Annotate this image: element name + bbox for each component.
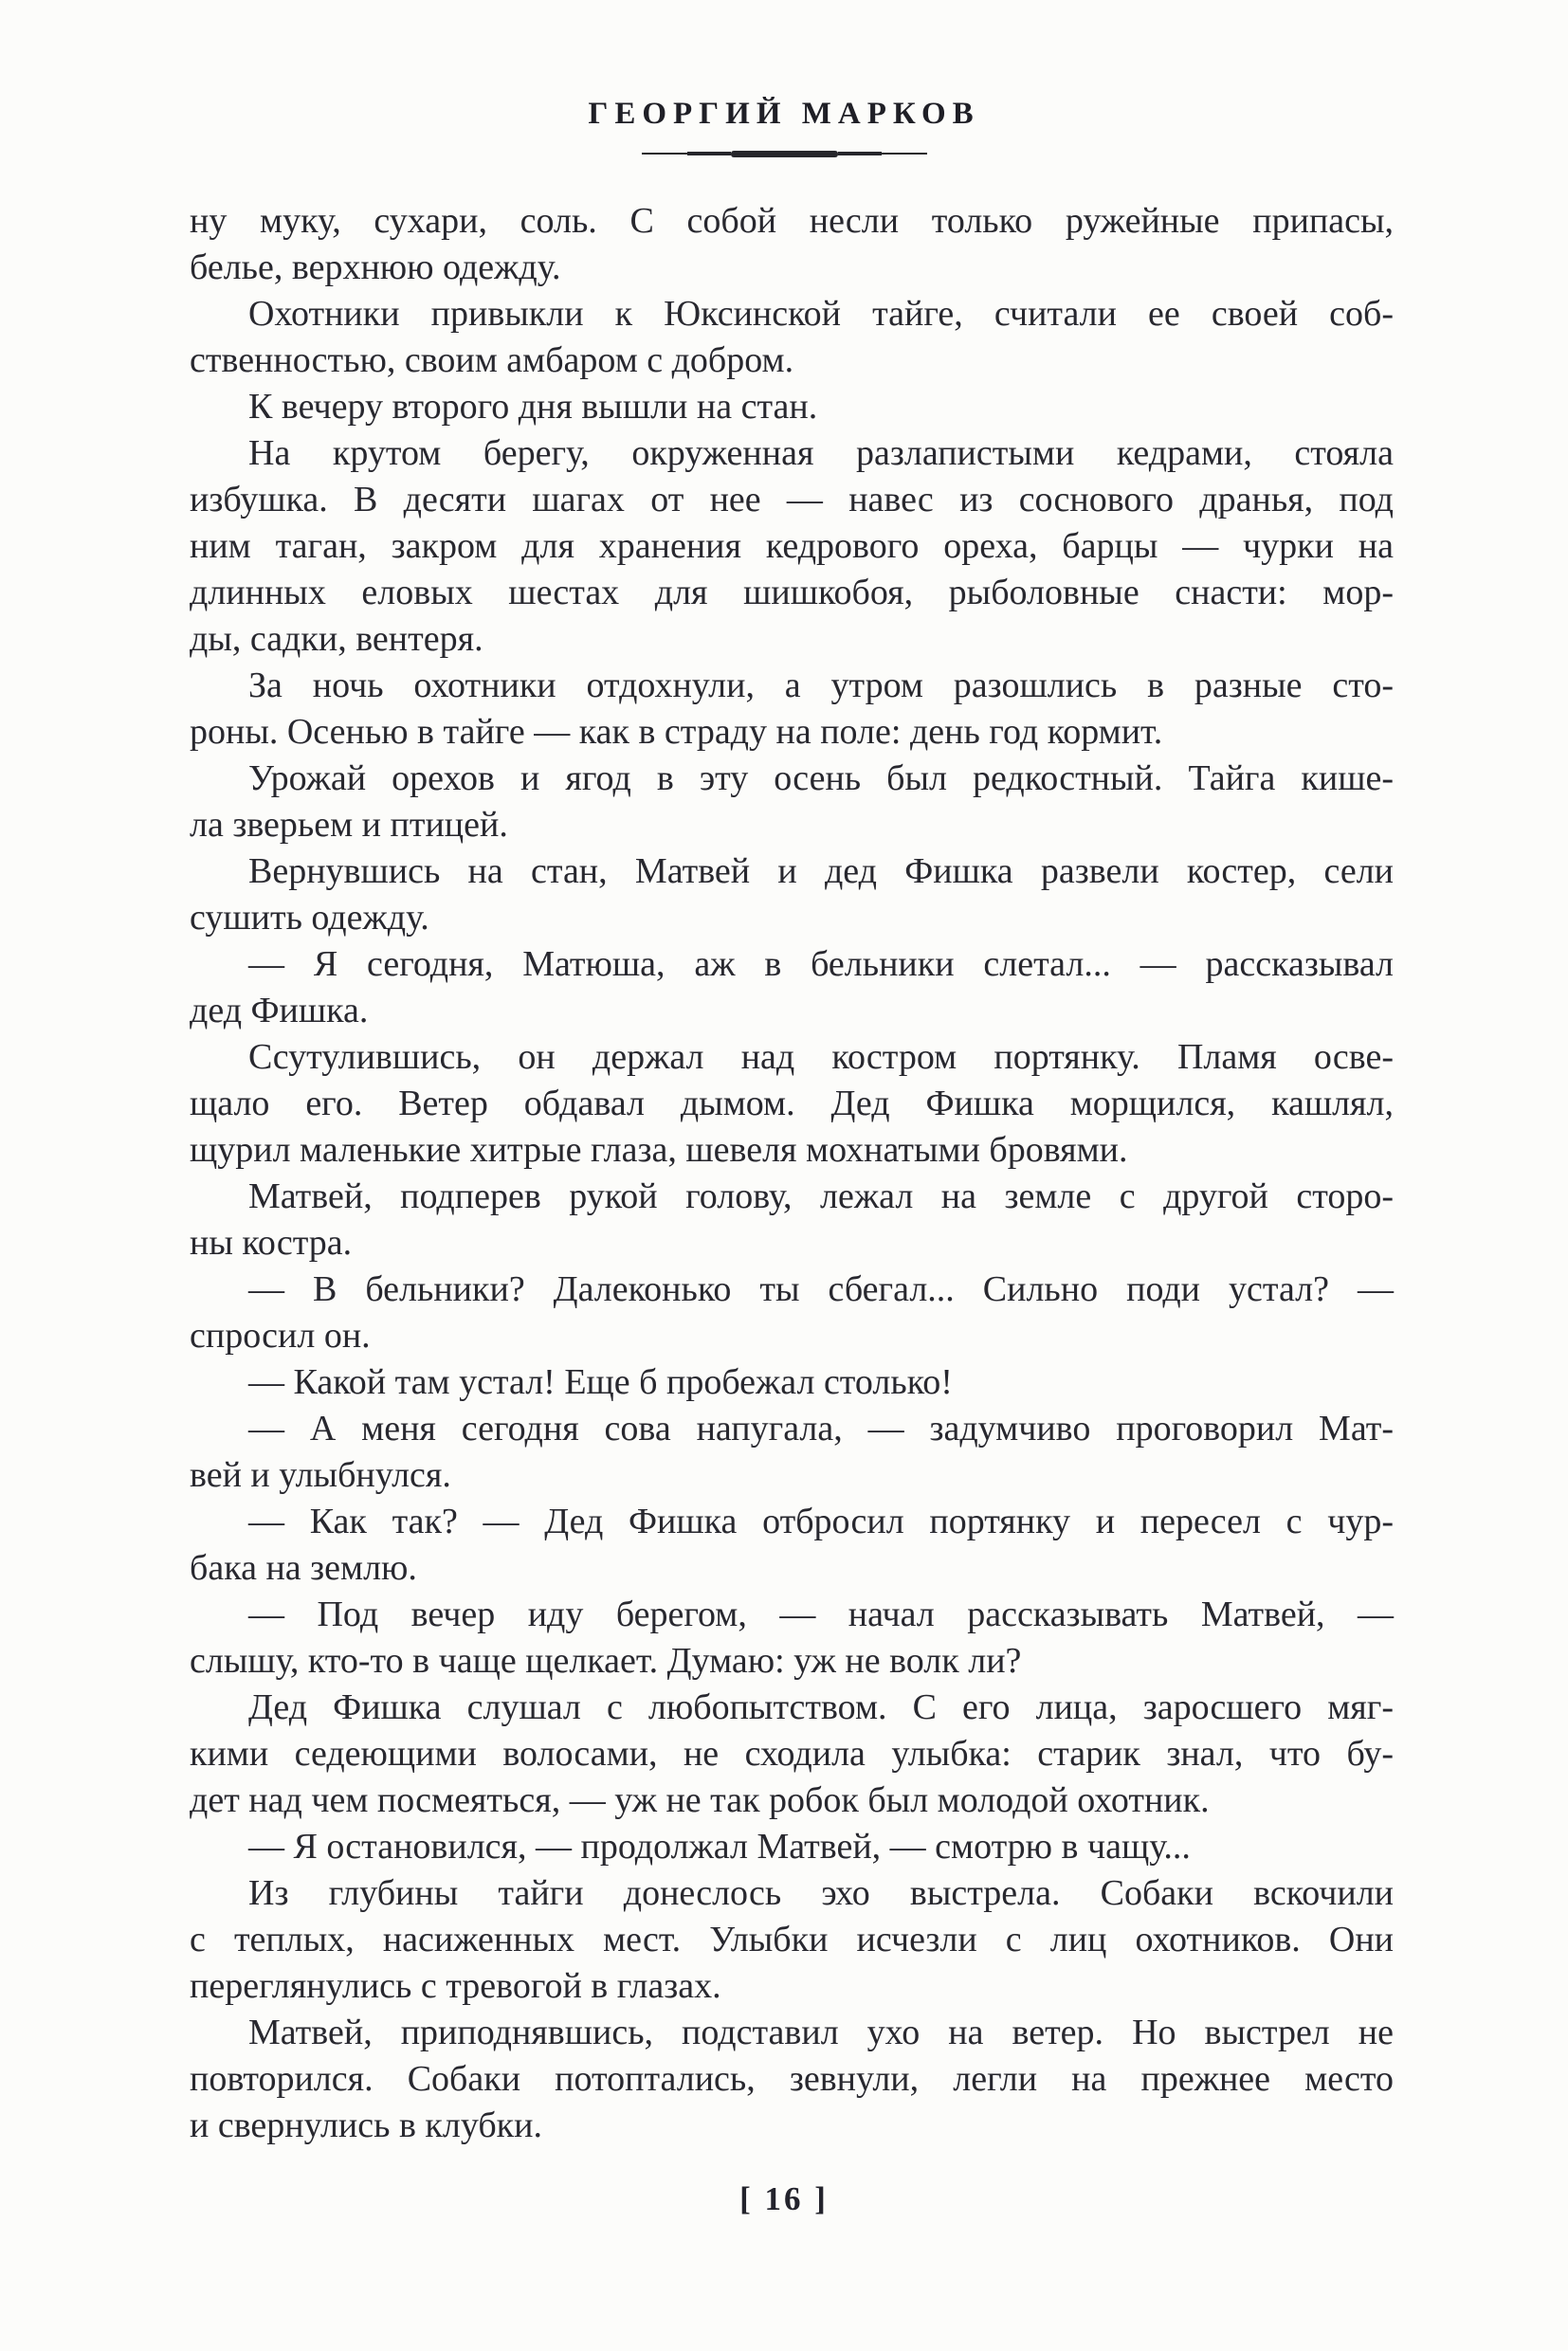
text-line: бака на землю. (190, 1548, 417, 1588)
text-line: и свернулись в клубки. (190, 2105, 542, 2145)
text-line: ны костра. (190, 1223, 353, 1263)
text-line: переглянулись с тревогой в глазах. (190, 1966, 721, 2006)
running-header-author: ГЕОРГИЙ МАРКОВ (588, 97, 980, 131)
text-line: с теплых, насиженных мест. Улыбки исчезли с лиц охотников. Они (190, 1920, 1394, 1959)
text-line: — Какой там устал! Еще б пробежал столько! (248, 1362, 953, 1402)
text-line: спросил он. (190, 1316, 371, 1356)
text-line: Охотники привыкли к Юксинской тайге, считали ее своей соб- (248, 294, 1394, 334)
text-line: — Как так? — Дед Фишка отбросил портянку и пересел с чур- (248, 1502, 1394, 1541)
text-line: сушить одежду. (190, 898, 429, 938)
divider-segment (731, 151, 838, 157)
text-line: Матвей, приподнявшись, подставил ухо на ветер. Но выстрел не (248, 2013, 1394, 2052)
text-line: слышу, кто-то в чаще щелкает. Думаю: уж не волк ли? (190, 1641, 1022, 1681)
text-line: дет над чем посмеяться, — уж не так робок был молодой охотник. (190, 1780, 1210, 1820)
text-line: длинных еловых шестах для шишкобоя, рыболовные снасти: мор- (190, 573, 1394, 612)
text-line: — Я остановился, — продолжал Матвей, — смотрю в чащу... (248, 1827, 1191, 1867)
text-line: К вечеру второго дня вышли на стан. (248, 387, 818, 427)
text-line: ственностью, своим амбаром с добром. (190, 340, 794, 380)
text-line: кими седеющими волосами, не сходила улыбка: старик знал, что бу- (190, 1734, 1394, 1774)
text-line: — В бельники? Далеконько ты сбегал... Сильно поди устал? — (248, 1269, 1394, 1309)
text-line: роны. Осенью в тайге — как в страду на поле: день год кормит. (190, 712, 1163, 752)
divider-segment (642, 153, 687, 155)
text-line: Ссутулившись, он держал над костром портянку. Пламя осве- (248, 1037, 1394, 1077)
text-line: дед Фишка. (190, 991, 369, 1030)
text-line: вей и улыбнулся. (190, 1455, 451, 1495)
text-line: — Я сегодня, Матюша, аж в бельники слетал... — рассказывал (248, 944, 1394, 984)
divider-segment (838, 152, 882, 155)
text-line: За ночь охотники отдохнули, а утром разошлись в разные сто- (248, 665, 1394, 705)
divider-segment (687, 152, 731, 155)
text-line: Вернувшись на стан, Матвей и дед Фишка развели костер, сели (248, 851, 1394, 891)
text-line: повторился. Собаки потоптались, зевнули, легли на прежнее место (190, 2059, 1394, 2099)
text-line: — Под вечер иду берегом, — начал рассказывать Матвей, — (248, 1595, 1394, 1634)
divider-segment (882, 153, 927, 155)
text-line: ним таган, закром для хранения кедрового ореха, барцы — чурки на (190, 526, 1394, 566)
text-line: — А меня сегодня сова напугала, — задумчиво проговорил Мат- (248, 1409, 1394, 1449)
text-line: На крутом берегу, окруженная разлапистыми кедрами, стояла (248, 433, 1394, 473)
text-line: ды, садки, вентеря. (190, 619, 483, 659)
text-line: избушка. В десяти шагах от нее — навес из соснового дранья, под (190, 480, 1394, 519)
page-number: [ 16 ] (739, 2180, 829, 2217)
text-line: белье, верхнюю одежду. (190, 247, 561, 287)
text-line: Дед Фишка слушал с любопытством. С его лица, заросшего мяг- (248, 1687, 1394, 1727)
header-divider-ornament (0, 150, 1568, 157)
body-text (190, 198, 1394, 2149)
text-line: Урожай орехов и ягод в эту осень был редкостный. Тайга кише- (248, 758, 1394, 798)
text-line: Из глубины тайги донеслось эхо выстрела. Собаки вскочили (248, 1873, 1394, 1913)
text-line: щурил маленькие хитрые глаза, шевеля мохнатыми бровями. (190, 1130, 1128, 1170)
text-line: щало его. Ветер обдавал дымом. Дед Фишка морщился, кашлял, (190, 1084, 1394, 1123)
text-line: Матвей, подперев рукой голову, лежал на земле с другой сторо- (248, 1176, 1394, 1216)
text-line: ла зверьем и птицей. (190, 805, 508, 845)
text-line: ну муку, сухари, соль. С собой несли только ружейные припасы, (190, 201, 1394, 241)
